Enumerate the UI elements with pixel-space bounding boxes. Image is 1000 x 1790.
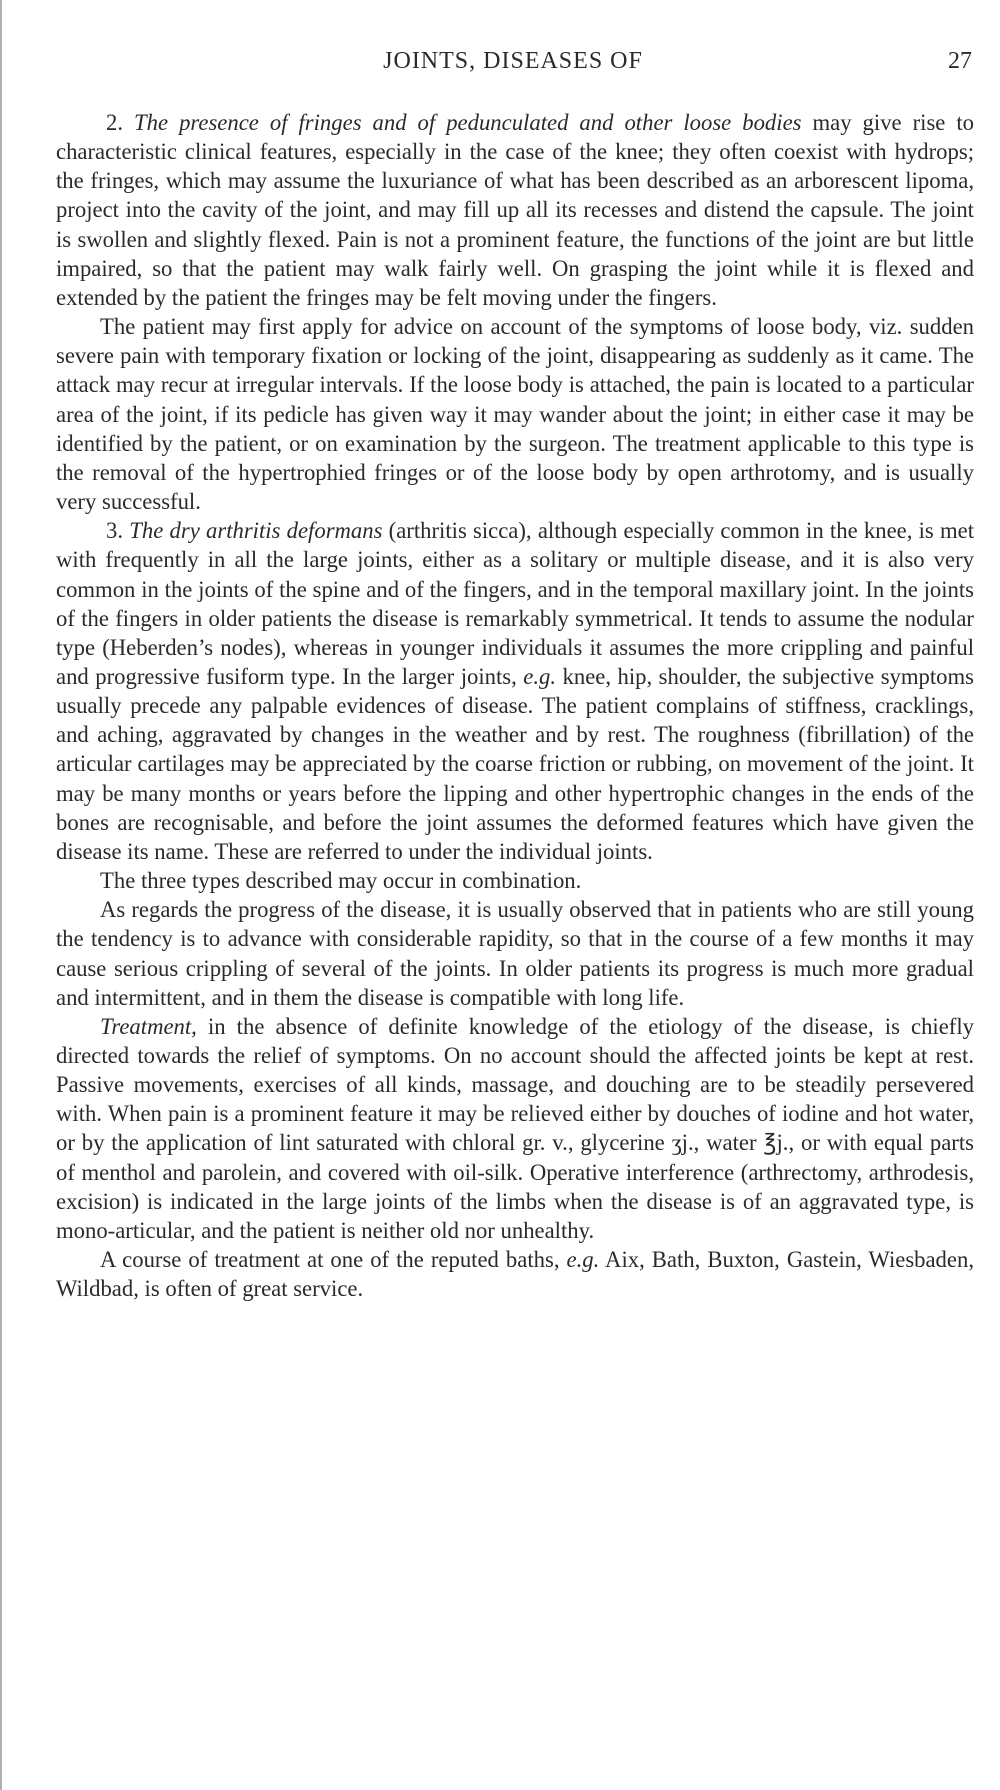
paragraph-treatment — [56, 1012, 974, 1245]
treatment-heading: Treatment, — [100, 1013, 197, 1039]
page-number: 27 — [948, 48, 972, 74]
paragraph-text: As regards the progress of the disease, it is usually observed that in patients who are still young the tendency is to advance with considerable rapidity, so that in the course of a few months it may cause serious crippling of several of the joints. In older patients its progress is much more gradual and intermittent, and in them the disease is compatible with long life. — [56, 897, 974, 1010]
running-head: JOINTS, DISEASES OF — [383, 48, 643, 74]
paragraph-symptoms — [56, 312, 974, 516]
paragraph-combination — [56, 866, 974, 895]
section-number: 3. — [106, 518, 124, 544]
paragraph-text: The patient may first apply for advice on account of the symptoms of loose body, viz. sudden severe pain with temporary fixation or locking of the joint, disappearing as suddenly as it came. The attack may recur at irregular intervals. If the loose body is attached, the pain is located to a particular area of the joint, if its pedicle has given way it may wander about the joint; in either case it may be identified by the patient, or on examination by the surgeon. The treatment applicable to this type is the removal of the hypertrophied fringes or of the loose body by open arthrotomy, and is usually very successful. — [56, 314, 974, 515]
section-heading: The presence of fringes and of pedunculated and other loose bodies — [134, 110, 802, 135]
body-text — [56, 108, 974, 1303]
page-edge-rule — [0, 0, 2, 1790]
paragraph-baths — [56, 1245, 974, 1303]
section-heading: The dry arthritis deformans — [129, 518, 383, 544]
paragraph-dry-arthritis — [56, 516, 974, 866]
section-number: 2. — [106, 110, 124, 135]
page-header — [54, 48, 972, 80]
paragraph-text: may give rise to characteristic clinical features, especially in the case of the knee; they often coexist with hydrops; the fringes, which may assume the luxuriance of what has been described as an arborescent lipoma, project into the cavity of the joint, and may fill up all its recesses and distend the capsule. The joint is swollen and slightly flexed. Pain is not a prominent feature, the functions of the joint are but little impaired, so that the patient may walk fairly well. On grasping the joint while it is flexed and extended by the patient the fringes may be felt moving under the fingers. — [56, 110, 975, 310]
paragraph-text: Aix, Bath, Buxton, Gastein, Wiesbaden, Wildbad, is often of great service. — [56, 1247, 974, 1302]
paragraph-text: The three types described may occur in combination. — [100, 868, 582, 894]
paragraph-loose-bodies — [56, 108, 974, 312]
eg-abbreviation: e.g. — [523, 663, 557, 689]
paragraph-text: A course of treatment at one of the reputed baths, — [100, 1247, 567, 1273]
paragraph-text: (arthritis sicca), although especially common in the knee, is met with frequently in all the large joints, either as a solitary or multiple disease, and it is also very common in the joints of the spine and of the fingers, and in the temporal maxillary joint. In the joints of the fingers in older patients the disease is remarkably symmetrical. It tends to assume the nodular type (Heberden’s nodes), whereas in younger individuals it assumes the more crippling and painful and progressive fusiform type. In the larger joints, — [56, 518, 975, 689]
paragraph-progress — [56, 895, 974, 1012]
paragraph-text: knee, hip, shoulder, the subjective symptoms usually precede any palpable evidences of disease. The patient complains of stiffness, cracklings, and aching, aggravated by changes in the weather and by rest. The roughness (fibrillation) of the articular cartilages may be appreciated by the coarse friction or rubbing, on movement of the joint. It may be many months or years before the lipping and other hypertrophic changes in the ends of the bones are recognisable, and before the joint assumes the deformed features which have given the disease its name. These are referred to under the individual joints. — [56, 663, 974, 864]
paragraph-text: in the absence of definite knowledge of the etiology of the disease, is chiefly directed towards the relief of symptoms. On no account should the affected joints be kept at rest. Passive movements, exercises of all kinds, massage, and douching are to be steadily persevered with. When pain is a prominent feature it may be relieved either by douches of iodine and hot water, or by the application of lint saturated with chloral gr. v., glycerine ʒj., water ℥j., or with equal parts of menthol and parolein, and covered with oil-silk. Operative interference (arthrectomy, arthrodesis, excision) is indicated in the large joints of the limbs when the disease is of an aggravated type, is mono-articular, and the patient is neither old nor unhealthy. — [56, 1013, 974, 1243]
eg-abbreviation: e.g. — [566, 1247, 600, 1273]
